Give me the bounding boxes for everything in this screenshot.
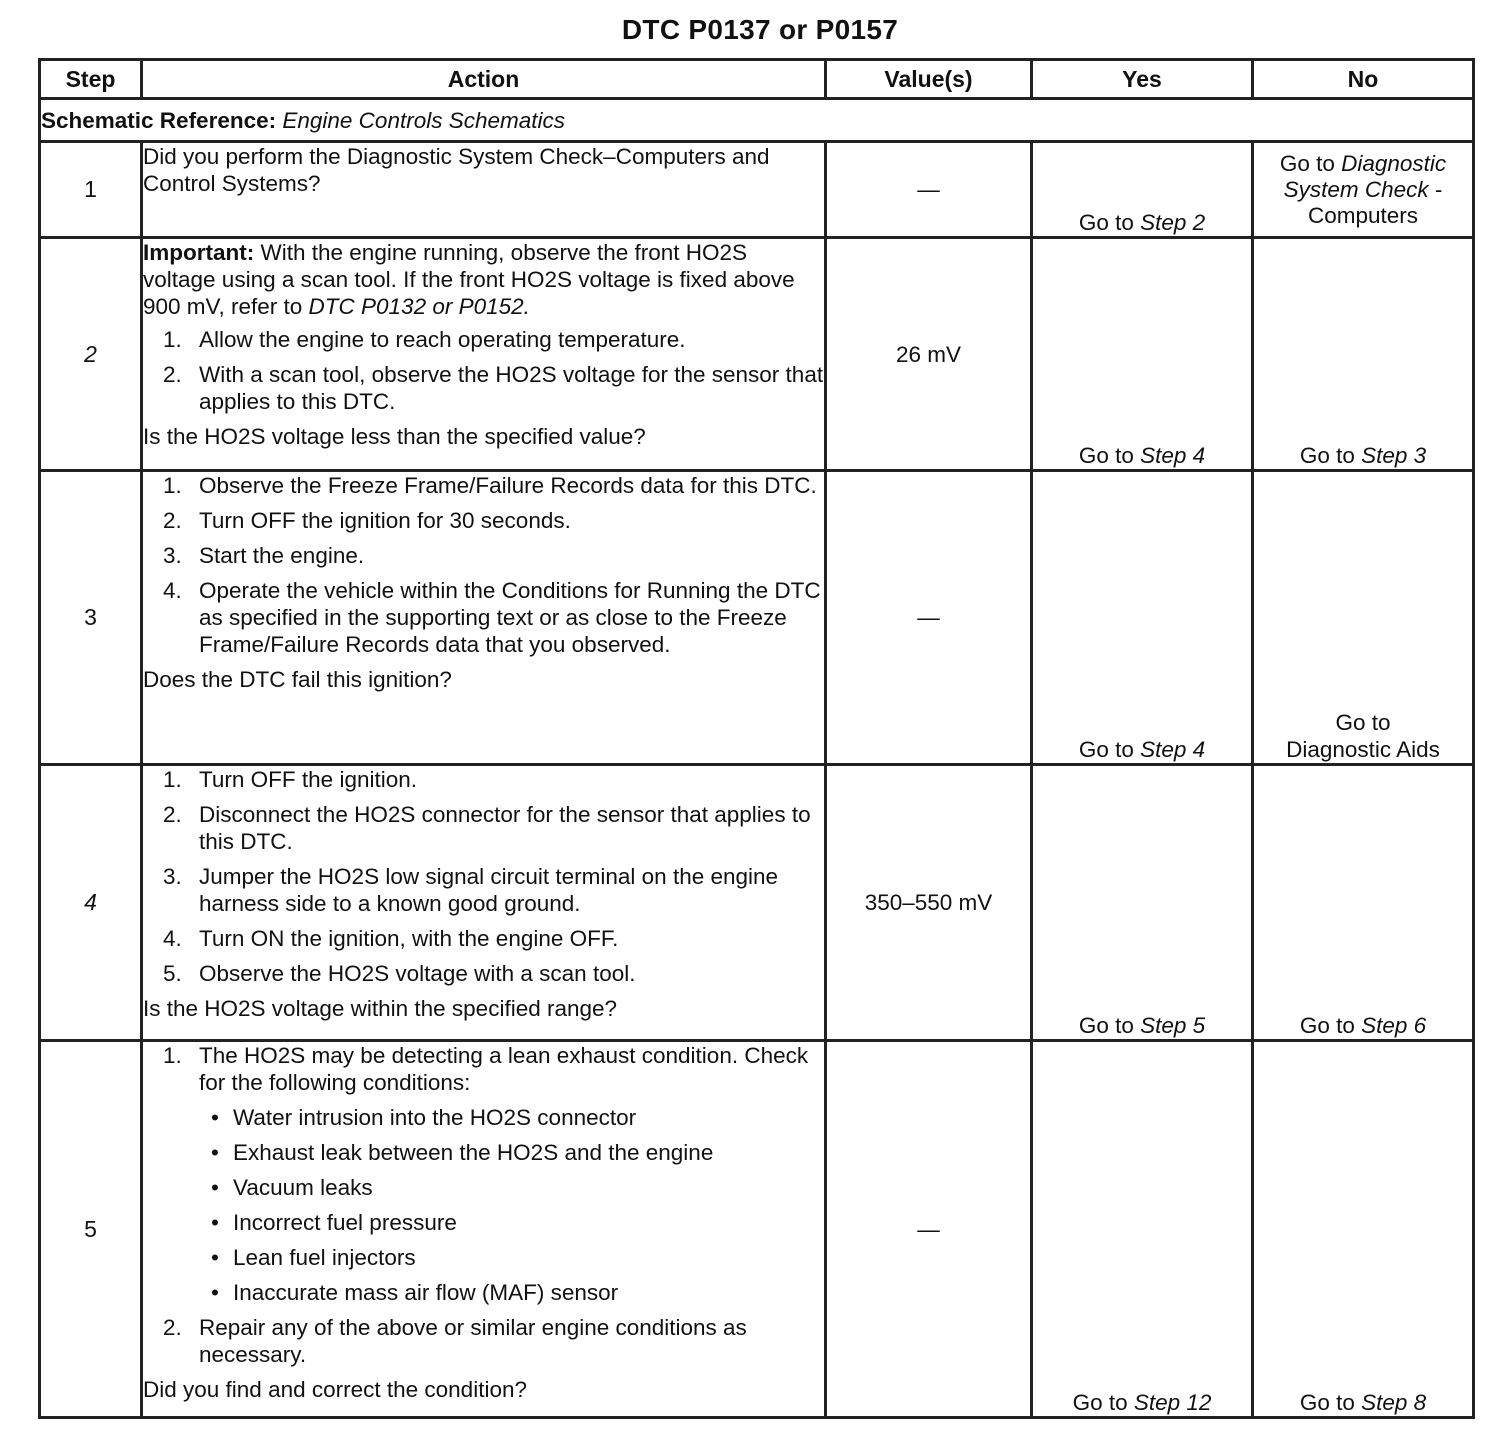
bullet-text: Incorrect fuel pressure — [233, 1210, 457, 1235]
yes-target[interactable]: Step 12 — [1133, 1390, 1212, 1415]
yes-cell[interactable] — [1032, 765, 1253, 1041]
table-row — [40, 765, 1474, 1041]
step-number: 4 — [40, 765, 142, 1041]
yes-target[interactable]: Step 2 — [1140, 210, 1206, 235]
bullet-icon: • — [211, 1245, 219, 1270]
list-item — [143, 801, 824, 855]
important-note — [143, 239, 824, 320]
bullet-item — [199, 1209, 824, 1236]
action-cell — [142, 142, 826, 238]
diagnostic-table — [38, 58, 1475, 1419]
table-row — [40, 471, 1474, 765]
schematic-reference-label: Schematic Reference: — [41, 107, 277, 133]
value-cell: 26 mV — [826, 238, 1032, 471]
value-cell: — — [826, 142, 1032, 238]
page-title: DTC P0137 or P0157 — [621, 14, 899, 45]
yes-target[interactable]: Step 5 — [1140, 1013, 1206, 1038]
bullet-item — [199, 1174, 824, 1201]
item-text: Repair any of the above or similar engine conditions as necessary. — [199, 1315, 747, 1367]
list-item — [143, 507, 824, 534]
yes-prefix: Go to — [1078, 443, 1134, 468]
action-list — [143, 472, 824, 658]
no-prefix: Go to — [1279, 151, 1335, 176]
list-item — [143, 577, 824, 658]
table-row — [40, 1041, 1474, 1418]
schematic-reference — [40, 99, 1474, 142]
item-text: Observe the HO2S voltage with a scan tool. — [199, 961, 636, 986]
no-prefix: Go to — [1299, 1013, 1355, 1038]
action-cell — [142, 1041, 826, 1418]
item-text: Turn OFF the ignition. — [199, 767, 418, 792]
bullet-text: Water intrusion into the HO2S connector — [233, 1105, 637, 1130]
yes-cell[interactable] — [1032, 1041, 1253, 1418]
item-text: Start the engine. — [199, 543, 365, 568]
item-number: 2. — [163, 802, 182, 827]
action-question: Did you find and correct the condition? — [143, 1377, 527, 1402]
item-number: 4. — [163, 926, 182, 951]
action-cell — [142, 238, 826, 471]
item-number: 2. — [163, 362, 182, 387]
item-number: 4. — [163, 578, 182, 603]
bullet-item — [199, 1279, 824, 1306]
item-text: Operate the vehicle within the Conditions for Running the DTC as specified in the supporting text or as close to the Freeze Frame/Failure Records data that you observed. — [199, 578, 821, 657]
bullet-text: Inaccurate mass air flow (MAF) sensor — [233, 1280, 619, 1305]
value-cell: — — [826, 471, 1032, 765]
no-cell[interactable] — [1253, 1041, 1474, 1418]
value-cell: — — [826, 1041, 1032, 1418]
list-item — [143, 472, 824, 499]
important-label: Important: — [143, 240, 255, 265]
yes-prefix: Go to — [1078, 1013, 1134, 1038]
yes-prefix: Go to — [1072, 1390, 1128, 1415]
table-row — [40, 142, 1474, 238]
list-item — [143, 960, 824, 987]
important-reference[interactable]: DTC P0132 or P0152. — [308, 294, 530, 319]
action-question: Is the HO2S voltage less than the specified value? — [143, 424, 646, 449]
item-text: The HO2S may be detecting a lean exhaust condition. Check for the following conditions: — [199, 1043, 809, 1095]
header-values: Value(s) — [826, 60, 1032, 99]
no-target[interactable]: Step 6 — [1361, 1013, 1427, 1038]
bullet-item — [199, 1139, 824, 1166]
action-question: Does the DTC fail this ignition? — [143, 667, 452, 692]
list-item — [143, 542, 824, 569]
important-text: With the engine running, observe the front HO2S voltage using a scan tool. If the front HO2S voltage is fixed above 900 mV, refer to — [143, 240, 795, 319]
bullet-item — [199, 1244, 824, 1271]
bullet-icon: • — [211, 1210, 219, 1235]
no-line: Go to — [1335, 710, 1391, 735]
yes-target[interactable]: Step 4 — [1140, 443, 1206, 468]
no-target[interactable]: Diagnostic System Check — [1283, 151, 1447, 202]
action-list — [143, 326, 824, 415]
no-suffix: - Computers — [1307, 177, 1443, 228]
header-no: No — [1253, 60, 1474, 99]
yes-prefix: Go to — [1078, 737, 1134, 762]
action-cell — [142, 471, 826, 765]
no-cell[interactable] — [1253, 471, 1474, 765]
yes-target[interactable]: Step 4 — [1140, 737, 1206, 762]
item-number: 2. — [163, 1315, 182, 1340]
bullet-text: Vacuum leaks — [233, 1175, 373, 1200]
action-question: Is the HO2S voltage within the specified range? — [143, 996, 618, 1021]
no-target[interactable]: Step 3 — [1361, 443, 1427, 468]
item-text: Disconnect the HO2S connector for the sensor that applies to this DTC. — [199, 802, 811, 854]
no-cell[interactable] — [1253, 765, 1474, 1041]
item-text: Jumper the HO2S low signal circuit terminal on the engine harness side to a known good ground. — [199, 864, 779, 916]
header-step: Step — [40, 60, 142, 99]
item-text: Allow the engine to reach operating temperature. — [199, 327, 686, 352]
condition-list — [199, 1104, 824, 1306]
step-number: 1 — [40, 142, 142, 238]
item-number: 5. — [163, 961, 182, 986]
bullet-text: Exhaust leak between the HO2S and the engine — [233, 1140, 714, 1165]
bullet-icon: • — [211, 1280, 219, 1305]
list-item — [143, 1042, 824, 1306]
action-question: Did you perform the Diagnostic System Check–Computers and Control Systems? — [143, 144, 770, 196]
step-number: 3 — [40, 471, 142, 765]
list-item — [143, 925, 824, 952]
item-number: 2. — [163, 508, 182, 533]
bullet-item — [199, 1104, 824, 1131]
step-number: 5 — [40, 1041, 142, 1418]
list-item — [143, 766, 824, 793]
header-yes: Yes — [1032, 60, 1253, 99]
item-number: 3. — [163, 543, 182, 568]
bullet-icon: • — [211, 1140, 219, 1165]
value-cell: 350–550 mV — [826, 765, 1032, 1041]
item-number: 3. — [163, 864, 182, 889]
yes-cell[interactable] — [1032, 471, 1253, 765]
schematic-reference-link[interactable]: Engine Controls Schematics — [282, 107, 566, 133]
action-list — [143, 1042, 824, 1368]
no-prefix: Go to — [1299, 1390, 1355, 1415]
list-item — [143, 863, 824, 917]
header-row — [40, 60, 1474, 99]
item-number: 1. — [163, 767, 182, 792]
item-number: 1. — [163, 1043, 182, 1068]
table-row — [40, 238, 1474, 471]
item-text: Turn ON the ignition, with the engine OFF. — [199, 926, 619, 951]
step-number: 2 — [40, 238, 142, 471]
no-cell[interactable] — [1253, 142, 1474, 238]
list-item — [143, 361, 824, 415]
no-target[interactable]: Step 8 — [1361, 1390, 1427, 1415]
schematic-reference-row — [40, 99, 1474, 142]
item-number: 1. — [163, 327, 182, 352]
no-prefix: Go to — [1299, 443, 1355, 468]
action-list — [143, 766, 824, 987]
list-item — [143, 326, 824, 353]
header-action: Action — [142, 60, 826, 99]
no-target[interactable]: Diagnostic Aids — [1286, 737, 1440, 762]
list-item — [143, 1314, 824, 1368]
bullet-icon: • — [211, 1105, 219, 1130]
yes-cell[interactable] — [1032, 238, 1253, 471]
bullet-icon: • — [211, 1175, 219, 1200]
yes-cell[interactable] — [1032, 142, 1253, 238]
item-text: With a scan tool, observe the HO2S voltage for the sensor that applies to this DTC. — [199, 362, 824, 414]
item-text: Turn OFF the ignition for 30 seconds. — [199, 508, 571, 533]
no-cell[interactable] — [1253, 238, 1474, 471]
bullet-text: Lean fuel injectors — [233, 1245, 416, 1270]
action-cell — [142, 765, 826, 1041]
item-number: 1. — [163, 473, 182, 498]
item-text: Observe the Freeze Frame/Failure Records data for this DTC. — [199, 473, 817, 498]
yes-prefix: Go to — [1078, 210, 1134, 235]
